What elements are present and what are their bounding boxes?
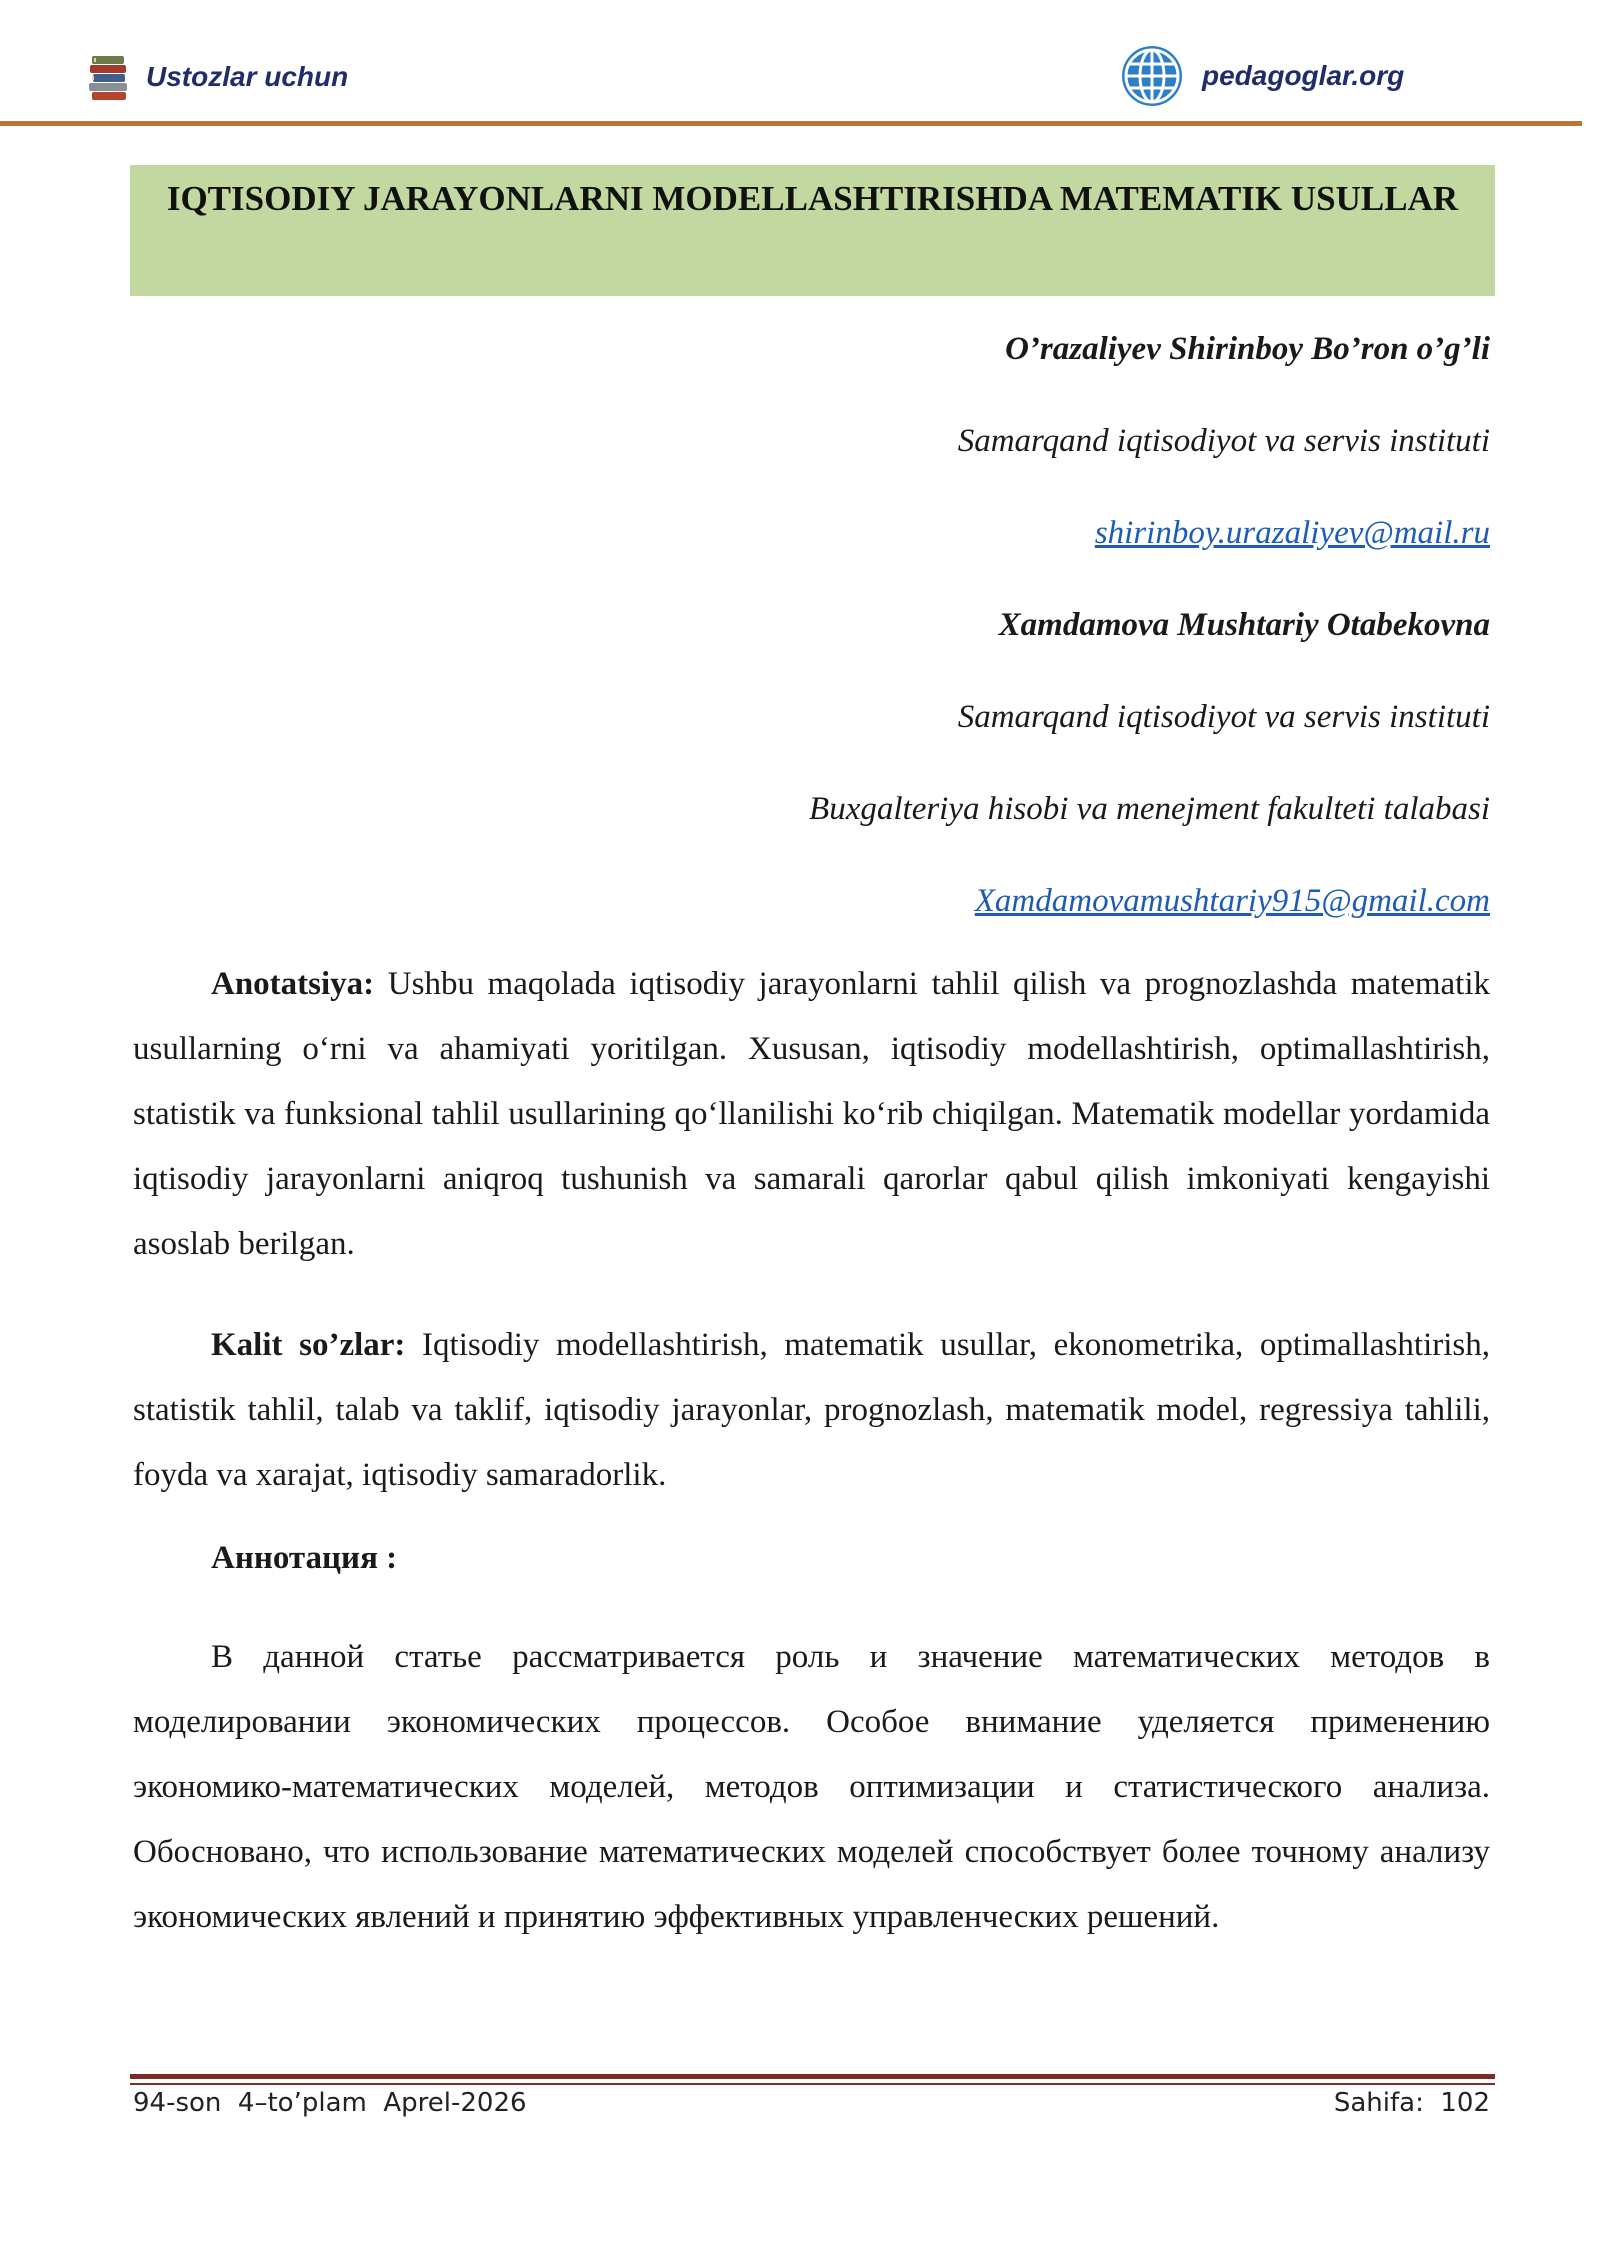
keywords-label: Kalit so’zlar: (211, 1327, 406, 1363)
article-title: IQTISODIY JARAYONLARNI MODELLASHTIRISHDA MATEMATIK USULLAR (166, 179, 1459, 218)
author-1-affiliation: Samarqand iqtisodiyot va servis instituti (957, 423, 1490, 459)
footer-rule-thick (130, 2074, 1495, 2079)
abstract-text: Ushbu maqolada iqtisodiy jarayonlarni tahlil qilish va prognozlashda matematik usullarning o‘rni va ahamiyati yoritilgan. Xususan, iqtisodiy modellashtirish, optimallashtirish, statistik va funksional tahlil usullarining qo‘llanilishi ko‘rib chiqilgan. Matematik modellar yordamida iqtisodiy jarayonlarni aniqroq tushunish va samarali qarorlar qabul qilish imkoniyati kengayishi asoslab berilgan. (133, 966, 1491, 1262)
ru-abstract-text: В данной статье рассматривается роль и значение математических методов в моделировании экономических процессов. Особое внимание уделяется применению экономико-математических моделей, методов оптимизации и статистического анализа. Обосновано, что использование математических моделей способствует более точному анализу экономических явлений и принятию эффективных управленческих решений. (133, 1639, 1490, 1935)
author-2-email-line (130, 870, 1490, 962)
keywords-paragraph (133, 1313, 1490, 1508)
author-2-name: Xamdamova Mushtariy Otabekovna (998, 607, 1490, 643)
header-site-url[interactable]: pedagoglar.org (1202, 60, 1405, 91)
header-left (86, 52, 348, 102)
author-2-faculty: Buxgalteriya hisobi va menejment fakulteti talabasi (809, 791, 1490, 827)
page-footer (133, 2088, 1490, 2118)
header-rule (0, 121, 1582, 126)
footer-page-number: Sahifa: 102 (1333, 2088, 1490, 2118)
books-logo-icon (86, 52, 132, 102)
page-header (0, 0, 1600, 130)
keywords-text: Iqtisodiy modellashtirish, matematik usullar, ekonometrika, optimallashtirish, statistik tahlil, talab va taklif, iqtisodiy jarayonlar, prognozlash, matematik model, regressiya tahlili, foyda va xarajat, iqtisodiy samaradorlik. (133, 1327, 1490, 1493)
author-2-affiliation: Samarqand iqtisodiyot va servis instituti (957, 699, 1490, 735)
abstract-label: Anotatsiya: (211, 966, 375, 1002)
ru-abstract-label: Аннотация : (211, 1540, 398, 1576)
author-block (130, 318, 1490, 962)
ru-abstract-paragraph (133, 1625, 1490, 1950)
author-1-email-link[interactable]: shirinboy.urazaliyev@mail.ru (1094, 515, 1490, 551)
footer-rule-thin (130, 2083, 1495, 2085)
header-right (1120, 44, 1404, 108)
globe-icon (1120, 44, 1184, 108)
abstract-paragraph (133, 952, 1490, 1277)
author-2-email-link[interactable]: Xamdamovamushtariy915@gmail.com (974, 883, 1490, 919)
author-1-name: O’razaliyev Shirinboy Bo’ron o’g’li (1005, 331, 1490, 367)
author-1-email-line (130, 502, 1490, 594)
header-site-name: Ustozlar uchun (146, 61, 349, 92)
footer-issue: 94-son 4–to’plam Aprel-2026 (133, 2088, 527, 2118)
